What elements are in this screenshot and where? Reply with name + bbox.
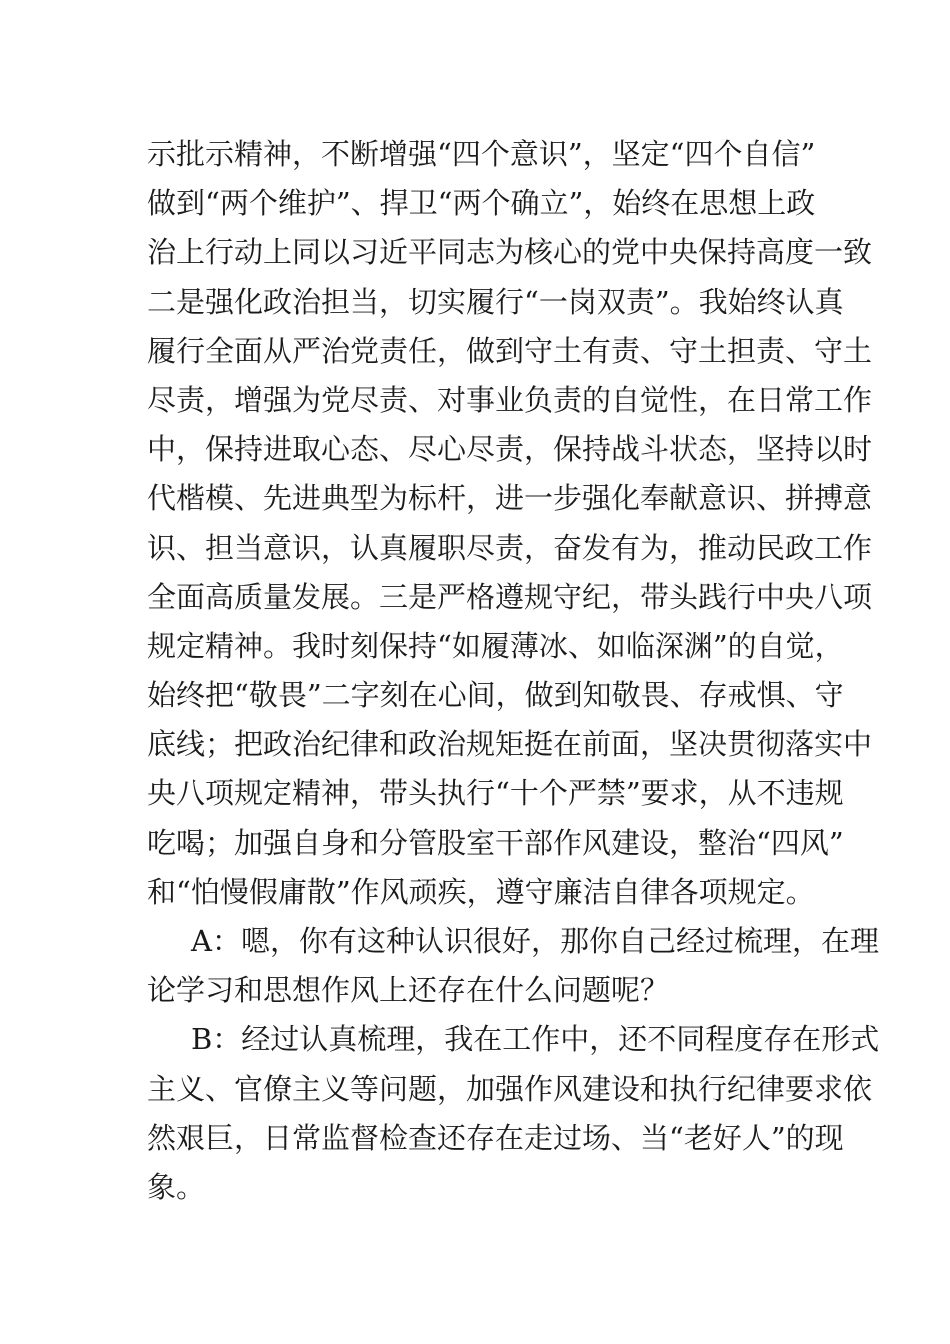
text-line: 底线；把政治纪律和政治规矩挺在前面，坚决贯彻落实中 xyxy=(147,727,873,762)
text-line: 全面高质量发展。三是严格遵规守纪，带头践行中央八项 xyxy=(147,579,873,614)
document-body xyxy=(147,130,880,1212)
text-line: 示批示精神，不断增强“四个意识”，坚定“四个自信” xyxy=(147,137,816,171)
text-line: 履行全面从严治党责任，做到守土有责、守土担责、守土 xyxy=(147,333,873,368)
text-line: 中，保持进取心态、尽心尽责，保持战斗状态，坚持以时 xyxy=(147,432,873,467)
text-line: 二是强化政治担当，切实履行“一岗双责”。我始终认真 xyxy=(147,284,844,319)
dialogue-line-b: B：经过认真梳理，我在工作中，还不同程度存在形式 xyxy=(191,1022,880,1057)
text-line: 和“怕慢假庸散”作风顽疾，遵守廉洁自律各项规定。 xyxy=(147,874,815,909)
text-line: 吃喝；加强自身和分管股室干部作风建设，整治“四风” xyxy=(147,825,844,860)
text-line: 央八项规定精神，带头执行“十个严禁”要求，从不违规 xyxy=(147,776,844,811)
text-line: 识、担当意识，认真履职尽责，奋发有为，推动民政工作 xyxy=(147,530,873,565)
text-line: 代楷模、先进典型为标杆，进一步强化奉献意识、拼搏意 xyxy=(147,481,873,516)
text-line: 然艰巨，日常监督检查还存在走过场、当“老好人”的现 xyxy=(147,1120,844,1155)
text-line: 规定精神。我时刻保持“如履薄冰、如临深渊”的自觉， xyxy=(147,628,844,663)
text-line: 始终把“敬畏”二字刻在心间，做到知敬畏、存戒惧、守 xyxy=(147,678,844,713)
text-line: 治上行动上同以习近平同志为核心的党中央保持高度一致 xyxy=(147,235,873,270)
text-line: 象。 xyxy=(147,1169,206,1204)
text-line: 主义、官僚主义等问题，加强作风建设和执行纪律要求依 xyxy=(147,1071,873,1106)
text-line: 论学习和思想作风上还存在什么问题呢？ xyxy=(147,973,670,1008)
text-line: 做到“两个维护”、捍卫“两个确立”，始终在思想上政 xyxy=(147,186,816,221)
dialogue-line-a: A：嗯，你有这种认识很好，那你自己经过梳理，在理 xyxy=(191,924,879,958)
text-line: 尽责，增强为党尽责、对事业负责的自觉性，在日常工作 xyxy=(147,382,873,417)
